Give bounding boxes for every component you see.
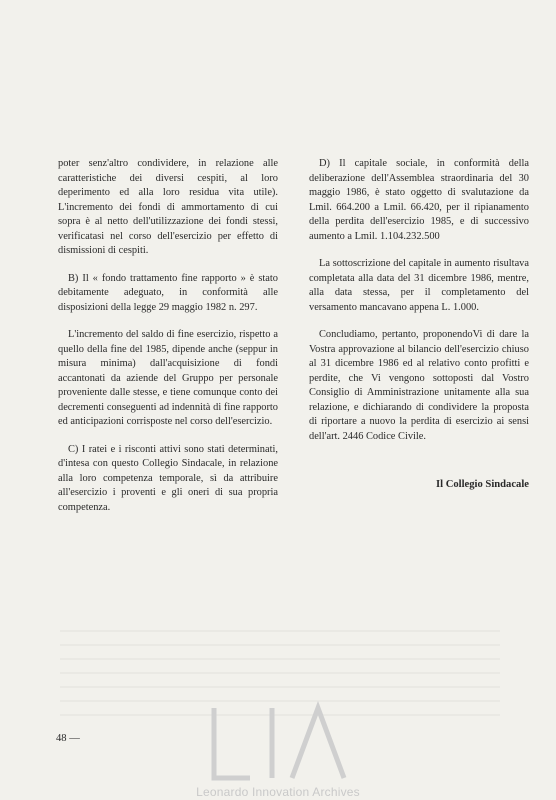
paragraph-continuation: poter senz'altro condividere, in relazione alle caratteristiche dei diversi cespiti, al loro deperimento ed alla loro residua vita utile). L'incremento dei fondi di ammortamento di cui sopra è al netto dell'utilizzazione dei fondi stessi, verificatasi nel corso dell'esercizio per effetto di dismissioni di cespiti. — [58, 158, 278, 256]
paragraph-incremento-saldo: L'incremento del saldo di fine esercizio, rispetto a quello della fine del 1985, dipende anche (seppur in misura minima) dall'acquisizione di fondi accantonati da aziende del Gruppo per personale proveniente dalle stesse, e tiene comunque conto dei decrementi conseguenti ad indennità di fine rapporto ed anticipazioni corrisposte nel corso dell'esercizio. — [58, 329, 278, 427]
right-column — [309, 157, 529, 493]
left-column — [58, 157, 278, 528]
paragraph-fondo-tfr: B) Il « fondo trattamento fine rapporto » è stato debitamente adeguato, in conformità alle disposizioni della legge 29 maggio 1982 n. 297. — [58, 272, 278, 313]
paragraph-conclusione: Concludiamo, pertanto, proponendoVi di dare la Vostra approvazione al bilancio dell'esercizio chiuso al 31 dicembre 1986 ed al relativo conto profitti e perdite, che Vi vengono sottoposti dal Vostro Consiglio di Amministrazione unitamente alla sua relazione, e dichiarando di condividere la proposta di riportare a nuovo la perdita di esercizio ai sensi dell'art. 2446 Codice Civile. — [309, 329, 529, 442]
archive-watermark — [0, 690, 556, 800]
signature: Il Collegio Sindacale — [436, 479, 529, 490]
paragraph-ratei-risconti: C) I ratei e i risconti attivi sono stati determinati, d'intesa con questo Collegio Sindacale, in relazione alla loro competenza temporale, sì da attribuire all'esercizio i proventi e gli oneri di sua propria competenza. — [58, 443, 278, 513]
paragraph-sottoscrizione: La sottoscrizione del capitale in aumento risultava completata alla data del 31 dicembre 1986, mentre, alla data stessa, per il completamento del versamento mancavano appena L. 1.000. — [309, 258, 529, 313]
paragraph-capitale-sociale: D) Il capitale sociale, in conformità della deliberazione dell'Assemblea straordinaria del 30 maggio 1986, è stato oggetto di svalutazione da Lmil. 664.200 a Lmil. 66.420, per il ripianamento della perdita dell'esercizio 1985, e di successivo aumento a Lmil. 1.104.232.500 — [309, 158, 529, 242]
lia-logo — [0, 690, 556, 800]
watermark-caption: Leonardo Innovation Archives — [196, 785, 360, 799]
page-number: 48 — — [56, 733, 80, 744]
